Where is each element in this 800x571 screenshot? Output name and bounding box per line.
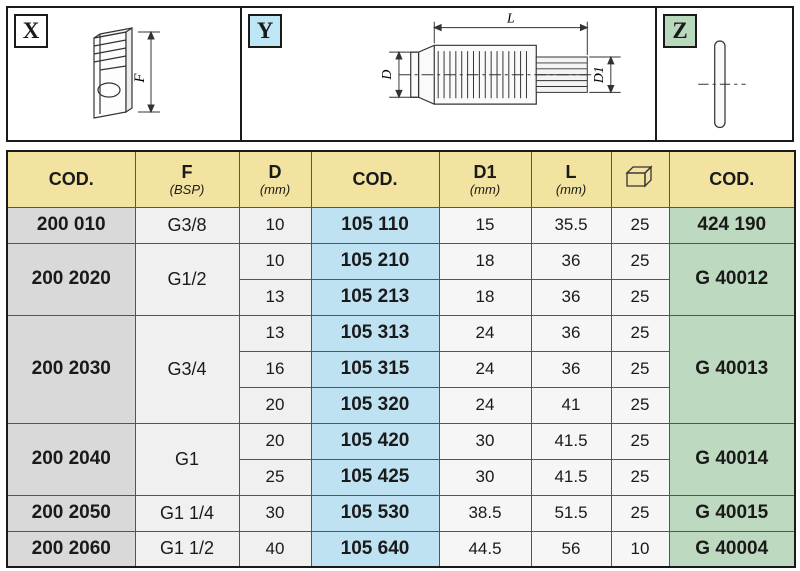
cell-f: G3/4 bbox=[135, 315, 239, 423]
cell-cod-z: G 40004 bbox=[669, 531, 795, 567]
cell-cod-y: 105 313 bbox=[311, 315, 439, 351]
illustration-band bbox=[6, 6, 794, 142]
cell-l: 36 bbox=[531, 315, 611, 351]
header-l: L (mm) bbox=[531, 151, 611, 207]
cell-f: G1 1/4 bbox=[135, 495, 239, 531]
cell-packaging: 25 bbox=[611, 387, 669, 423]
cell-packaging: 25 bbox=[611, 279, 669, 315]
product-table bbox=[6, 150, 796, 568]
cell-cod-y: 105 315 bbox=[311, 351, 439, 387]
tag-y: Y bbox=[248, 14, 282, 48]
cell-cod-y: 105 530 bbox=[311, 495, 439, 531]
cell-l: 51.5 bbox=[531, 495, 611, 531]
cell-l: 35.5 bbox=[531, 207, 611, 243]
cell-d1: 30 bbox=[439, 423, 531, 459]
table-row bbox=[7, 423, 795, 459]
cell-d: 25 bbox=[239, 459, 311, 495]
dimension-label-d: D bbox=[379, 69, 395, 80]
cell-d: 30 bbox=[239, 495, 311, 531]
cell-d: 13 bbox=[239, 315, 311, 351]
illustration-cell-y bbox=[242, 8, 657, 140]
dimension-label-f: F bbox=[132, 73, 148, 83]
cell-d1: 24 bbox=[439, 351, 531, 387]
cell-cod-x: 200 2060 bbox=[7, 531, 135, 567]
cell-cod-z: G 40013 bbox=[669, 315, 795, 423]
cell-cod-x: 200 2040 bbox=[7, 423, 135, 495]
header-d1: D1 (mm) bbox=[439, 151, 531, 207]
cell-cod-x: 200 2030 bbox=[7, 315, 135, 423]
cell-cod-x: 200 2050 bbox=[7, 495, 135, 531]
cell-d1: 18 bbox=[439, 243, 531, 279]
illustration-cell-x bbox=[8, 8, 242, 140]
cell-f: G1/2 bbox=[135, 243, 239, 315]
table-body bbox=[7, 207, 795, 567]
cell-cod-z: G 40012 bbox=[669, 243, 795, 315]
cell-cod-y: 105 420 bbox=[311, 423, 439, 459]
header-f: F (BSP) bbox=[135, 151, 239, 207]
header-cod-x: COD. bbox=[7, 151, 135, 207]
cell-cod-z: G 40015 bbox=[669, 495, 795, 531]
cell-packaging: 25 bbox=[611, 315, 669, 351]
hose-tail-drawing bbox=[242, 8, 655, 137]
cell-d1: 44.5 bbox=[439, 531, 531, 567]
cell-packaging: 25 bbox=[611, 351, 669, 387]
cell-packaging: 25 bbox=[611, 423, 669, 459]
cell-l: 36 bbox=[531, 279, 611, 315]
cell-l: 41.5 bbox=[531, 459, 611, 495]
cell-cod-z: 424 190 bbox=[669, 207, 795, 243]
cell-packaging: 25 bbox=[611, 495, 669, 531]
cell-cod-y: 105 210 bbox=[311, 243, 439, 279]
cell-packaging: 10 bbox=[611, 531, 669, 567]
cell-cod-x: 200 010 bbox=[7, 207, 135, 243]
table-row bbox=[7, 315, 795, 351]
cell-l: 36 bbox=[531, 351, 611, 387]
tag-x: X bbox=[14, 14, 48, 48]
header-cod-z: COD. bbox=[669, 151, 795, 207]
table-row bbox=[7, 207, 795, 243]
cell-d1: 30 bbox=[439, 459, 531, 495]
cell-cod-y: 105 110 bbox=[311, 207, 439, 243]
table-header-row bbox=[7, 151, 795, 207]
cell-cod-y: 105 640 bbox=[311, 531, 439, 567]
header-d: D (mm) bbox=[239, 151, 311, 207]
cell-d1: 24 bbox=[439, 387, 531, 423]
dimension-label-d1: D1 bbox=[590, 66, 606, 84]
cell-d: 10 bbox=[239, 243, 311, 279]
cell-l: 41 bbox=[531, 387, 611, 423]
cell-l: 41.5 bbox=[531, 423, 611, 459]
cell-d1: 15 bbox=[439, 207, 531, 243]
tag-z: Z bbox=[663, 14, 697, 48]
cell-f: G1 bbox=[135, 423, 239, 495]
table-row bbox=[7, 495, 795, 531]
cell-cod-x: 200 2020 bbox=[7, 243, 135, 315]
cell-cod-y: 105 320 bbox=[311, 387, 439, 423]
table-row bbox=[7, 531, 795, 567]
dimension-label-l: L bbox=[506, 10, 515, 26]
cell-d: 40 bbox=[239, 531, 311, 567]
cell-d: 13 bbox=[239, 279, 311, 315]
box-icon bbox=[623, 164, 657, 195]
cell-f: G3/8 bbox=[135, 207, 239, 243]
nut-drawing bbox=[8, 8, 240, 140]
cell-packaging: 25 bbox=[611, 459, 669, 495]
cell-d1: 38.5 bbox=[439, 495, 531, 531]
header-packaging bbox=[611, 151, 669, 207]
cell-packaging: 25 bbox=[611, 207, 669, 243]
cell-d: 10 bbox=[239, 207, 311, 243]
cell-cod-y: 105 425 bbox=[311, 459, 439, 495]
cell-packaging: 25 bbox=[611, 243, 669, 279]
cell-cod-z: G 40014 bbox=[669, 423, 795, 495]
cell-cod-y: 105 213 bbox=[311, 279, 439, 315]
illustration-cell-z bbox=[657, 8, 792, 140]
cell-d: 20 bbox=[239, 387, 311, 423]
header-cod-y: COD. bbox=[311, 151, 439, 207]
table-row bbox=[7, 243, 795, 279]
cell-l: 36 bbox=[531, 243, 611, 279]
cell-d: 16 bbox=[239, 351, 311, 387]
washer-drawing bbox=[657, 8, 792, 144]
cell-d1: 24 bbox=[439, 315, 531, 351]
cell-l: 56 bbox=[531, 531, 611, 567]
cell-f: G1 1/2 bbox=[135, 531, 239, 567]
cell-d: 20 bbox=[239, 423, 311, 459]
cell-d1: 18 bbox=[439, 279, 531, 315]
